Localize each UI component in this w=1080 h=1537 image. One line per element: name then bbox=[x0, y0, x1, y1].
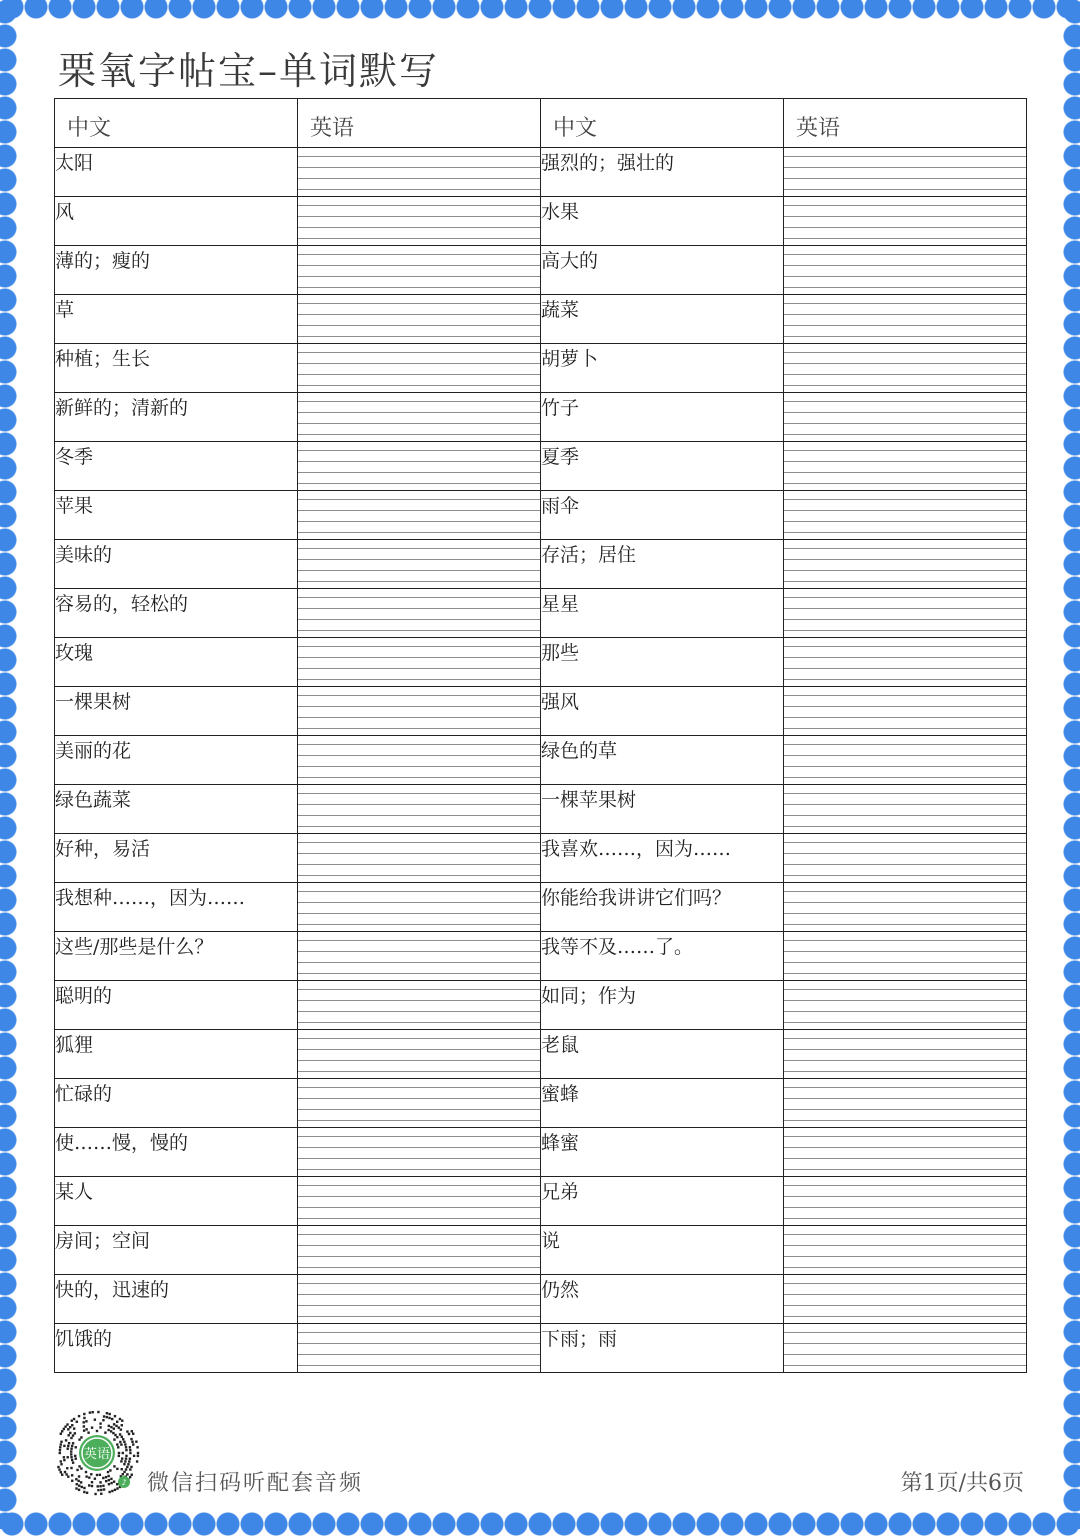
writing-lines bbox=[298, 589, 540, 637]
english-answer-left[interactable] bbox=[298, 1275, 541, 1324]
writing-lines bbox=[784, 1226, 1026, 1274]
header-english-left: 英语 bbox=[298, 99, 541, 148]
chinese-word-right: 强烈的；强壮的 bbox=[541, 148, 784, 197]
writing-lines bbox=[298, 393, 540, 441]
english-answer-right[interactable] bbox=[784, 1030, 1027, 1079]
writing-lines bbox=[784, 1324, 1026, 1372]
table-row bbox=[55, 1275, 1027, 1324]
writing-lines bbox=[298, 197, 540, 245]
table-row bbox=[55, 1324, 1027, 1373]
writing-lines bbox=[298, 687, 540, 735]
writing-lines bbox=[784, 785, 1026, 833]
english-answer-right[interactable] bbox=[784, 1128, 1027, 1177]
writing-lines bbox=[298, 1079, 540, 1127]
writing-lines bbox=[784, 1079, 1026, 1127]
english-answer-right[interactable] bbox=[784, 883, 1027, 932]
table-row bbox=[55, 1226, 1027, 1275]
header-chinese-right: 中文 bbox=[541, 99, 784, 148]
writing-lines bbox=[298, 736, 540, 784]
page-number: 第1页/共6页 bbox=[900, 1471, 1024, 1496]
table-row bbox=[55, 834, 1027, 883]
writing-lines bbox=[784, 344, 1026, 392]
table-row bbox=[55, 491, 1027, 540]
chinese-word-right: 我等不及……了。 bbox=[541, 932, 784, 981]
chinese-word-right: 水果 bbox=[541, 197, 784, 246]
english-answer-right[interactable] bbox=[784, 148, 1027, 197]
english-answer-left[interactable] bbox=[298, 1079, 541, 1128]
chinese-word-right: 蜂蜜 bbox=[541, 1128, 784, 1177]
chinese-word-left: 苹果 bbox=[55, 491, 298, 540]
english-answer-left[interactable] bbox=[298, 589, 541, 638]
chinese-word-left: 快的，迅速的 bbox=[55, 1275, 298, 1324]
writing-lines bbox=[298, 148, 540, 196]
table-row bbox=[55, 540, 1027, 589]
chinese-word-left: 聪明的 bbox=[55, 981, 298, 1030]
scallop-border-right bbox=[1062, 0, 1080, 1529]
writing-lines bbox=[298, 246, 540, 294]
writing-lines bbox=[298, 1226, 540, 1274]
english-answer-left[interactable] bbox=[298, 638, 541, 687]
writing-lines bbox=[784, 1275, 1026, 1323]
english-answer-left[interactable] bbox=[298, 1177, 541, 1226]
chinese-word-right: 兄弟 bbox=[541, 1177, 784, 1226]
table-row bbox=[55, 687, 1027, 736]
writing-lines bbox=[784, 1030, 1026, 1078]
writing-lines bbox=[298, 344, 540, 392]
chinese-word-left: 饥饿的 bbox=[55, 1324, 298, 1373]
english-answer-left[interactable] bbox=[298, 197, 541, 246]
writing-lines bbox=[784, 736, 1026, 784]
chinese-word-left: 使……慢，慢的 bbox=[55, 1128, 298, 1177]
english-answer-left[interactable] bbox=[298, 834, 541, 883]
chinese-word-right: 竹子 bbox=[541, 393, 784, 442]
english-answer-right[interactable] bbox=[784, 1226, 1027, 1275]
writing-lines bbox=[784, 246, 1026, 294]
table-row bbox=[55, 932, 1027, 981]
chinese-word-right: 你能给我讲讲它们吗？ bbox=[541, 883, 784, 932]
chinese-word-right: 那些 bbox=[541, 638, 784, 687]
writing-lines bbox=[784, 932, 1026, 980]
dictation-table bbox=[54, 98, 1027, 1373]
header-english-right: 英语 bbox=[784, 99, 1027, 148]
chinese-word-left: 容易的，轻松的 bbox=[55, 589, 298, 638]
chinese-word-left: 狐狸 bbox=[55, 1030, 298, 1079]
english-answer-left[interactable] bbox=[298, 344, 541, 393]
writing-lines bbox=[298, 491, 540, 539]
english-answer-left[interactable] bbox=[298, 1226, 541, 1275]
english-answer-right[interactable] bbox=[784, 1324, 1027, 1373]
chinese-word-left: 好种，易活 bbox=[55, 834, 298, 883]
chinese-word-left: 风 bbox=[55, 197, 298, 246]
chinese-word-right: 蔬菜 bbox=[541, 295, 784, 344]
english-answer-left[interactable] bbox=[298, 540, 541, 589]
writing-lines bbox=[298, 1177, 540, 1225]
writing-lines bbox=[784, 442, 1026, 490]
table-row bbox=[55, 442, 1027, 491]
writing-lines bbox=[298, 883, 540, 931]
english-answer-right[interactable] bbox=[784, 246, 1027, 295]
writing-lines bbox=[784, 148, 1026, 196]
writing-lines bbox=[298, 442, 540, 490]
scan-instruction: 微信扫码听配套音频 bbox=[147, 1471, 364, 1496]
writing-lines bbox=[298, 295, 540, 343]
chinese-word-left: 草 bbox=[55, 295, 298, 344]
scallop-border-left bbox=[0, 0, 18, 1529]
chinese-word-right: 夏季 bbox=[541, 442, 784, 491]
english-answer-left[interactable] bbox=[298, 932, 541, 981]
writing-lines bbox=[784, 1128, 1026, 1176]
chinese-word-right: 存活；居住 bbox=[541, 540, 784, 589]
chinese-word-left: 房间；空间 bbox=[55, 1226, 298, 1275]
english-answer-right[interactable] bbox=[784, 932, 1027, 981]
chinese-word-right: 星星 bbox=[541, 589, 784, 638]
svg-text:♪: ♪ bbox=[121, 1478, 127, 1487]
table-row bbox=[55, 344, 1027, 393]
english-answer-right[interactable] bbox=[784, 638, 1027, 687]
table-row bbox=[55, 1128, 1027, 1177]
english-answer-left[interactable] bbox=[298, 736, 541, 785]
table-row bbox=[55, 295, 1027, 344]
table-row bbox=[55, 589, 1027, 638]
table-row bbox=[55, 1030, 1027, 1079]
english-answer-left[interactable] bbox=[298, 246, 541, 295]
writing-lines bbox=[298, 1324, 540, 1372]
english-answer-right[interactable] bbox=[784, 687, 1027, 736]
english-answer-right[interactable] bbox=[784, 197, 1027, 246]
table-row bbox=[55, 638, 1027, 687]
writing-lines bbox=[784, 883, 1026, 931]
english-answer-right[interactable] bbox=[784, 1079, 1027, 1128]
writing-lines bbox=[298, 785, 540, 833]
chinese-word-right: 蜜蜂 bbox=[541, 1079, 784, 1128]
english-answer-right[interactable] bbox=[784, 393, 1027, 442]
writing-lines bbox=[298, 981, 540, 1029]
writing-lines bbox=[784, 687, 1026, 735]
page-title: 栗氧字帖宝–单词默写 bbox=[58, 49, 440, 93]
chinese-word-left: 忙碌的 bbox=[55, 1079, 298, 1128]
table-row bbox=[55, 1079, 1027, 1128]
english-answer-right[interactable] bbox=[784, 589, 1027, 638]
header-chinese-left: 中文 bbox=[55, 99, 298, 148]
writing-lines bbox=[298, 1030, 540, 1078]
table-row bbox=[55, 883, 1027, 932]
chinese-word-left: 美丽的花 bbox=[55, 736, 298, 785]
table-header-row bbox=[55, 99, 1027, 148]
chinese-word-right: 高大的 bbox=[541, 246, 784, 295]
english-answer-right[interactable] bbox=[784, 1275, 1027, 1324]
english-answer-left[interactable] bbox=[298, 295, 541, 344]
writing-lines bbox=[784, 393, 1026, 441]
table-row bbox=[55, 1177, 1027, 1226]
english-answer-left[interactable] bbox=[298, 1030, 541, 1079]
qr-code-icon[interactable] bbox=[52, 1408, 142, 1498]
chinese-word-left: 一棵果树 bbox=[55, 687, 298, 736]
english-answer-right[interactable] bbox=[784, 540, 1027, 589]
chinese-word-left: 我想种……，因为…… bbox=[55, 883, 298, 932]
chinese-word-right: 如同；作为 bbox=[541, 981, 784, 1030]
english-answer-right[interactable] bbox=[784, 344, 1027, 393]
chinese-word-right: 说 bbox=[541, 1226, 784, 1275]
chinese-word-left: 某人 bbox=[55, 1177, 298, 1226]
writing-lines bbox=[298, 540, 540, 588]
table-row bbox=[55, 981, 1027, 1030]
english-answer-left[interactable] bbox=[298, 1128, 541, 1177]
english-answer-right[interactable] bbox=[784, 491, 1027, 540]
writing-lines bbox=[784, 295, 1026, 343]
writing-lines bbox=[298, 932, 540, 980]
scallop-border-bottom bbox=[0, 1511, 1080, 1537]
english-answer-left[interactable] bbox=[298, 883, 541, 932]
chinese-word-right: 雨伞 bbox=[541, 491, 784, 540]
english-answer-left[interactable] bbox=[298, 785, 541, 834]
english-answer-left[interactable] bbox=[298, 1324, 541, 1373]
chinese-word-right: 仍然 bbox=[541, 1275, 784, 1324]
qr-badge-label: 英语 bbox=[83, 1447, 111, 1462]
english-answer-right[interactable] bbox=[784, 295, 1027, 344]
english-answer-right[interactable] bbox=[784, 785, 1027, 834]
english-answer-left[interactable] bbox=[298, 981, 541, 1030]
english-answer-left[interactable] bbox=[298, 491, 541, 540]
chinese-word-left: 冬季 bbox=[55, 442, 298, 491]
english-answer-left[interactable] bbox=[298, 442, 541, 491]
writing-lines bbox=[298, 1275, 540, 1323]
chinese-word-left: 这些/那些是什么？ bbox=[55, 932, 298, 981]
writing-lines bbox=[784, 589, 1026, 637]
writing-lines bbox=[784, 981, 1026, 1029]
table-row bbox=[55, 736, 1027, 785]
english-answer-right[interactable] bbox=[784, 736, 1027, 785]
writing-lines bbox=[784, 834, 1026, 882]
chinese-word-left: 美味的 bbox=[55, 540, 298, 589]
chinese-word-right: 强风 bbox=[541, 687, 784, 736]
writing-lines bbox=[298, 834, 540, 882]
english-answer-left[interactable] bbox=[298, 148, 541, 197]
writing-lines bbox=[784, 540, 1026, 588]
table-row bbox=[55, 246, 1027, 295]
table-row bbox=[55, 785, 1027, 834]
english-answer-left[interactable] bbox=[298, 687, 541, 736]
chinese-word-left: 玫瑰 bbox=[55, 638, 298, 687]
chinese-word-right: 我喜欢……，因为…… bbox=[541, 834, 784, 883]
chinese-word-left: 种植；生长 bbox=[55, 344, 298, 393]
writing-lines bbox=[298, 1128, 540, 1176]
writing-lines bbox=[784, 197, 1026, 245]
table-row bbox=[55, 197, 1027, 246]
chinese-word-left: 薄的；瘦的 bbox=[55, 246, 298, 295]
scallop-border-top bbox=[0, 0, 1080, 20]
chinese-word-left: 绿色蔬菜 bbox=[55, 785, 298, 834]
english-answer-right[interactable] bbox=[784, 442, 1027, 491]
english-answer-right[interactable] bbox=[784, 834, 1027, 883]
chinese-word-right: 绿色的草 bbox=[541, 736, 784, 785]
chinese-word-left: 太阳 bbox=[55, 148, 298, 197]
chinese-word-right: 一棵苹果树 bbox=[541, 785, 784, 834]
writing-lines bbox=[784, 638, 1026, 686]
chinese-word-right: 胡萝卜 bbox=[541, 344, 784, 393]
table-row bbox=[55, 148, 1027, 197]
chinese-word-left: 新鲜的；清新的 bbox=[55, 393, 298, 442]
english-answer-left[interactable] bbox=[298, 393, 541, 442]
english-answer-right[interactable] bbox=[784, 981, 1027, 1030]
writing-lines bbox=[784, 491, 1026, 539]
chinese-word-right: 下雨；雨 bbox=[541, 1324, 784, 1373]
chinese-word-right: 老鼠 bbox=[541, 1030, 784, 1079]
writing-lines bbox=[298, 638, 540, 686]
table-row bbox=[55, 393, 1027, 442]
english-answer-right[interactable] bbox=[784, 1177, 1027, 1226]
writing-lines bbox=[784, 1177, 1026, 1225]
